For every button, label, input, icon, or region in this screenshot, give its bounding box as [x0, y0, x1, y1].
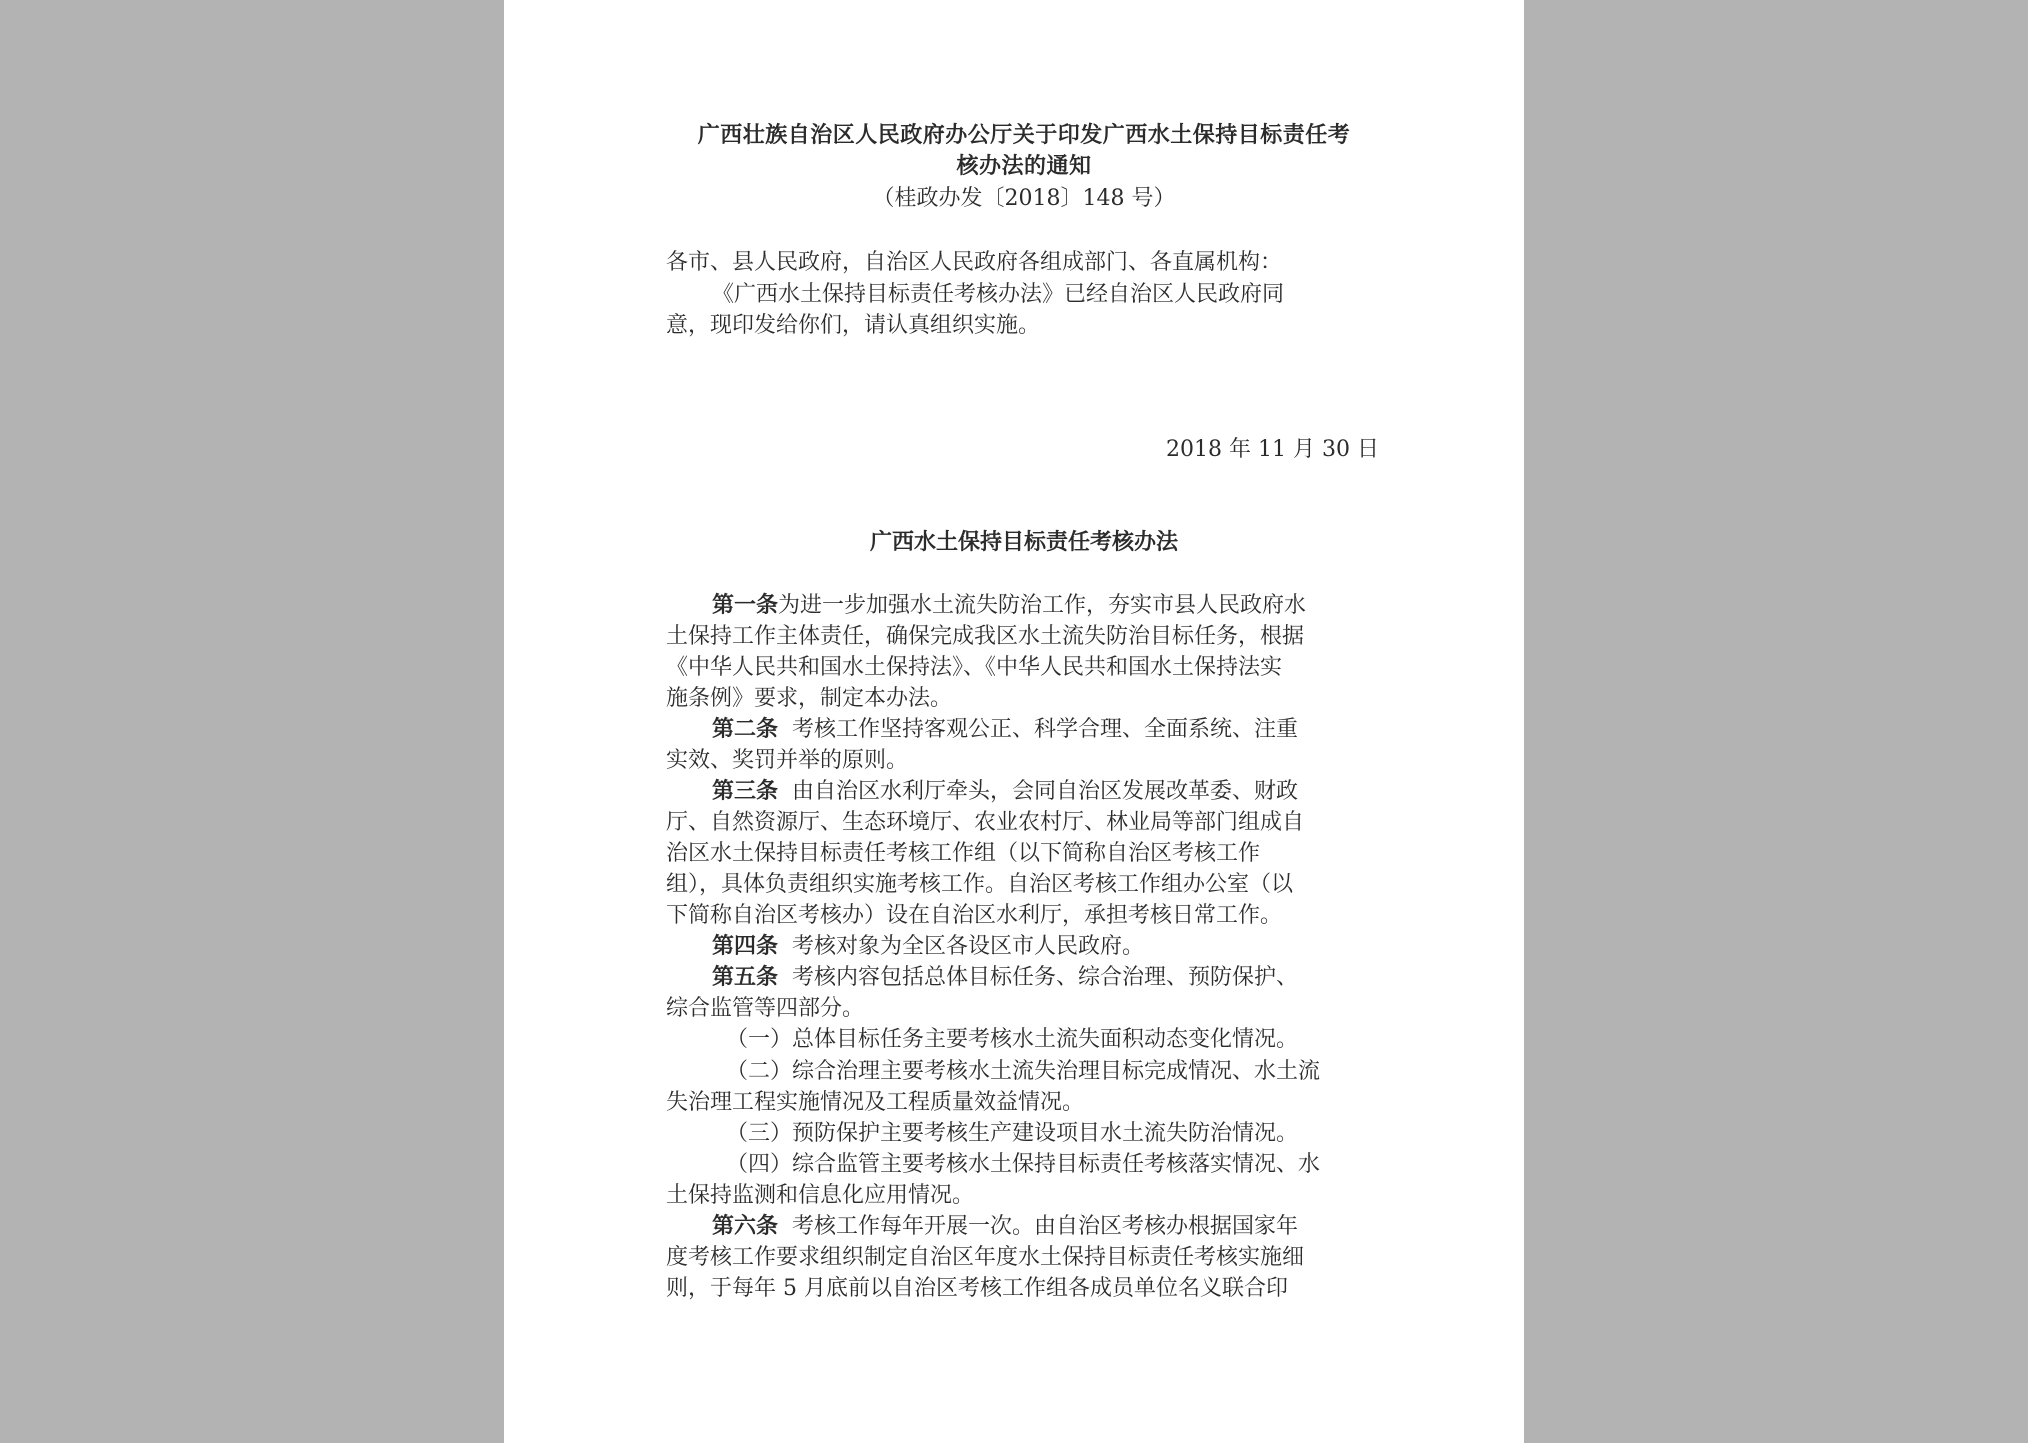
- list-item: （三）预防保护主要考核生产建设项目水土流失防治情况。: [726, 1121, 1299, 1146]
- article-1-line: 土保持工作主体责任，确保完成我区水土流失防治目标任务，根据: [666, 624, 1305, 649]
- document-page: [504, 0, 1524, 1443]
- notice-body-line: 《广西水土保持目标责任考核办法》已经自治区人民政府同: [712, 282, 1285, 307]
- article-1-text: 为进一步加强水土流失防治工作，夯实市县人民政府水: [778, 593, 1307, 618]
- notice-title-line-2: 核办法的通知: [956, 154, 1092, 179]
- article-6-line: [712, 1211, 1298, 1242]
- article-1-line: 《中华人民共和国水土保持法》、《中华人民共和国水土保持法实: [666, 655, 1283, 680]
- article-2-text: 考核工作坚持客观公正、科学合理、全面系统、注重: [792, 717, 1299, 742]
- article-1-line: 施条例》要求，制定本办法。: [666, 686, 953, 711]
- addressee: 各市、县人民政府，自治区人民政府各组成部门、各直属机构：: [666, 250, 1283, 275]
- article-3-line: 厅、自然资源厅、生态环境厅、农业农村厅、林业局等部门组成自: [666, 810, 1305, 835]
- list-item: 土保持监测和信息化应用情况。: [666, 1183, 975, 1208]
- article-1-line: [712, 590, 1306, 621]
- article-3-line: 治区水土保持目标责任考核工作组（以下简称自治区考核工作: [666, 841, 1261, 866]
- article-3-label: 第三条: [712, 779, 779, 804]
- list-item: （二）综合治理主要考核水土流失治理目标完成情况、水土流: [726, 1059, 1321, 1084]
- article-3-line: [712, 776, 1298, 807]
- issue-date: 2018 年 11 月 30 日: [1166, 437, 1379, 462]
- article-3-line: 组），具体负责组织实施考核工作。自治区考核工作组办公室（以: [666, 872, 1294, 897]
- article-3-line: 下简称自治区考核办）设在自治区水利厅，承担考核日常工作。: [666, 903, 1283, 928]
- measures-title: 广西水土保持目标责任考核办法: [869, 530, 1178, 555]
- list-item: 失治理工程实施情况及工程质量效益情况。: [666, 1090, 1085, 1115]
- list-item: （一）总体目标任务主要考核水土流失面积动态变化情况。: [726, 1027, 1299, 1052]
- article-2-line: [712, 714, 1298, 745]
- article-4-label: 第四条: [712, 934, 779, 959]
- article-6-text: 考核工作每年开展一次。由自治区考核办根据国家年: [792, 1214, 1299, 1239]
- article-2-label: 第二条: [712, 717, 779, 742]
- notice-title-line-1: 广西壮族自治区人民政府办公厅关于印发广西水土保持目标责任考: [697, 123, 1351, 148]
- notice-body-line: 意，现印发给你们，请认真组织实施。: [666, 313, 1041, 338]
- article-5-text: 考核内容包括总体目标任务、综合治理、预防保护、: [792, 965, 1299, 990]
- list-item: （四）综合监管主要考核水土保持目标责任考核落实情况、水: [726, 1152, 1321, 1177]
- article-4-text: 考核对象为全区各设区市人民政府。: [792, 934, 1145, 959]
- article-3-text: 由自治区水利厅牵头，会同自治区发展改革委、财政: [792, 779, 1299, 804]
- article-5-label: 第五条: [712, 965, 779, 990]
- article-5-line: 综合监管等四部分。: [666, 996, 865, 1021]
- article-6-line: 度考核工作要求组织制定自治区年度水土保持目标责任考核实施细: [666, 1245, 1305, 1270]
- article-2-line: 实效、奖罚并举的原则。: [666, 748, 909, 773]
- document-number: （桂政办发〔2018〕148 号）: [872, 186, 1176, 211]
- article-6-line: 则，于每年 5 月底前以自治区考核工作组各成员单位名义联合印: [666, 1276, 1288, 1301]
- article-6-label: 第六条: [712, 1214, 779, 1239]
- article-5-line: [712, 962, 1298, 993]
- article-4-line: [712, 931, 1144, 962]
- article-1-label: 第一条: [712, 593, 779, 618]
